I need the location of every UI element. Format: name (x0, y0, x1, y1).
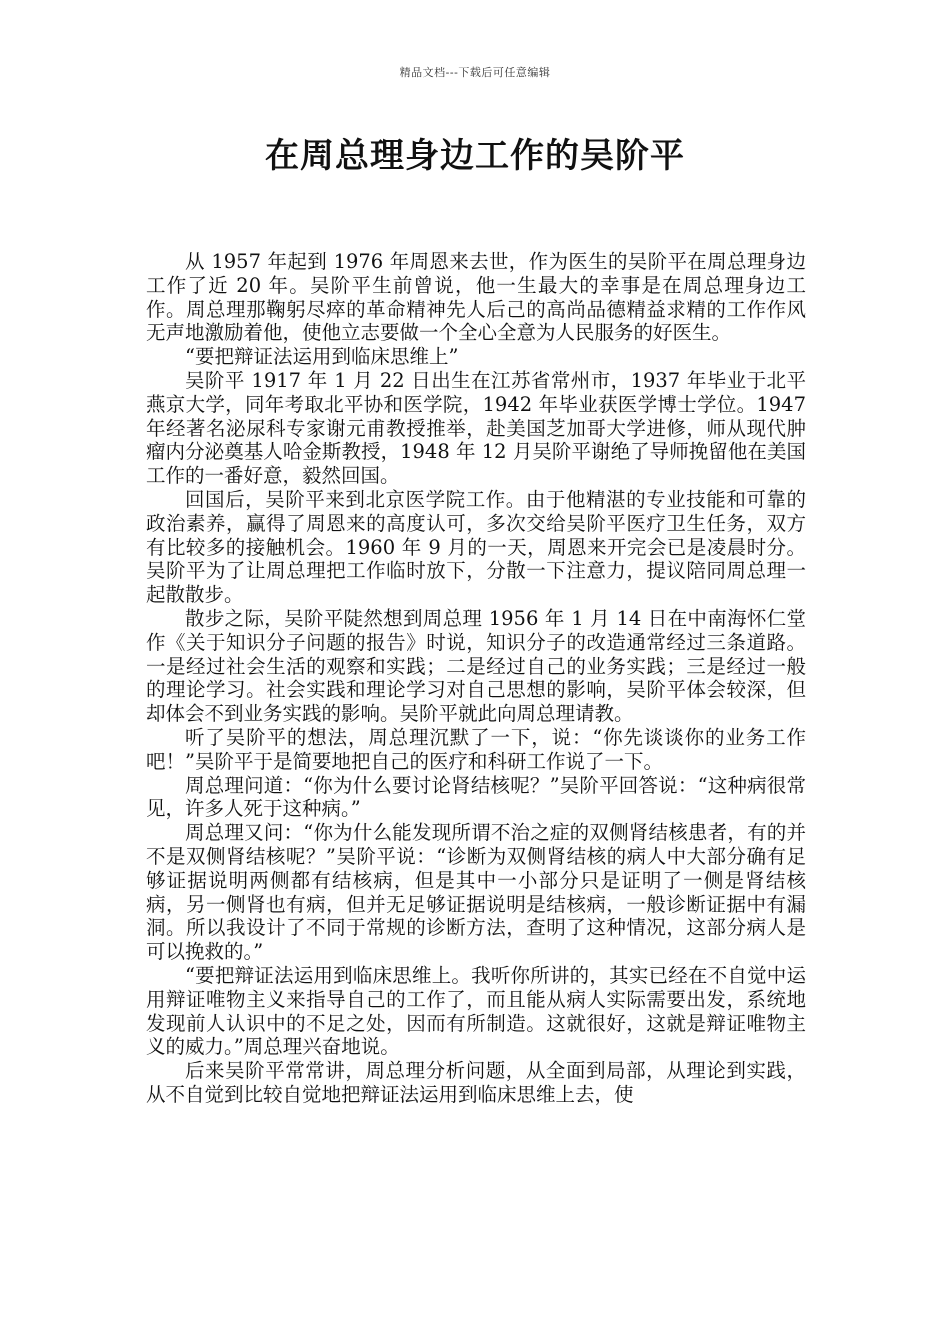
paragraph: 周总理问道：“你为什么要讨论肾结核呢？”吴阶平回答说：“这种病很常见，许多人死于这种病。” (146, 773, 806, 821)
paragraph: “要把辩证法运用到临床思维上。我听你所讲的，其实已经在不自觉中运用辩证唯物主义来指导自己的工作了，而且能从病人实际需要出发，系统地发现前人认识中的不足之处，因而有所制造。这就很好，这就是辩证唯物主义的威力。”周总理兴奋地说。 (146, 963, 806, 1059)
paragraph: 从 1957 年起到 1976 年周恩来去世，作为医生的吴阶平在周总理身边工作了近 20 年。吴阶平生前曾说，他一生最大的幸事是在周总理身边工作。周总理那鞠躬尽瘁的革命精神先人后己的高尚品德精益求精的工作作风无声地激励着他，使他立志要做一个全心全意为人民服务的好医生。 (146, 250, 806, 345)
paragraph: 回国后，吴阶平来到北京医学院工作。由于他精湛的专业技能和可靠的政治素养，赢得了周恩来的高度认可，多次交给吴阶平医疗卫生任务，双方有比较多的接触机会。1960 年 9 月的一天，周恩来开完会已是凌晨时分。吴阶平为了让周总理把工作临时放下，分散一下注意力，提议陪同周总理一起散散步。 (146, 487, 806, 607)
paragraph: 听了吴阶平的想法，周总理沉默了一下，说：“你先谈谈你的业务工作吧！”吴阶平于是简要地把自己的医疗和科研工作说了一下。 (146, 725, 806, 773)
paragraph: 散步之际，吴阶平陡然想到周总理 1956 年 1 月 14 日在中南海怀仁堂作《关于知识分子问题的报告》时说，知识分子的改造通常经过三条道路。一是经过社会生活的观察和实践；二是经过自己的业务实践；三是经过一般的理论学习。社会实践和理论学习对自己思想的影响，吴阶平体会较深，但却体会不到业务实践的影响。吴阶平就此向周总理请教。 (146, 606, 806, 726)
header-note: 精品文档---下载后可任意编辑 (399, 66, 551, 79)
paragraph: 吴阶平 1917 年 1 月 22 日出生在江苏省常州市，1937 年毕业于北平燕京大学，同年考取北平协和医学院，1942 年毕业获医学博士学位。1947 年经著名泌尿科专家谢元甫教授推举，赴美国芝加哥大学进修，师从现代肿瘤内分泌奠基人哈金斯教授，1948 年 12 月吴阶平谢绝了导师挽留他在美国工作的一番好意，毅然回国。 (146, 368, 806, 488)
section-heading: “要把辩证法运用到临床思维上” (185, 345, 459, 369)
paragraph: 后来吴阶平常常讲，周总理分析问题，从全面到局部，从理论到实践，从不自觉到比较自觉地把辩证法运用到临床思维上去，使 (146, 1059, 806, 1106)
document-title: 在周总理身边工作的吴阶平 (265, 136, 685, 176)
document-body (146, 250, 806, 1107)
paragraph: 周总理又问：“你为什么能发现所谓不治之症的双侧肾结核患者，有的并不是双侧肾结核呢？”吴阶平说：“诊断为双侧肾结核的病人中大部分确有足够证据说明两侧都有结核病，但是其中一小部分只是证明了一侧是肾结核病，另一侧肾也有病，但并无足够证据说明是结核病，一般诊断证据中有漏洞。所以我设计了不同于常规的诊断方法，查明了这种情况，这部分病人是可以挽救的。” (146, 821, 806, 964)
